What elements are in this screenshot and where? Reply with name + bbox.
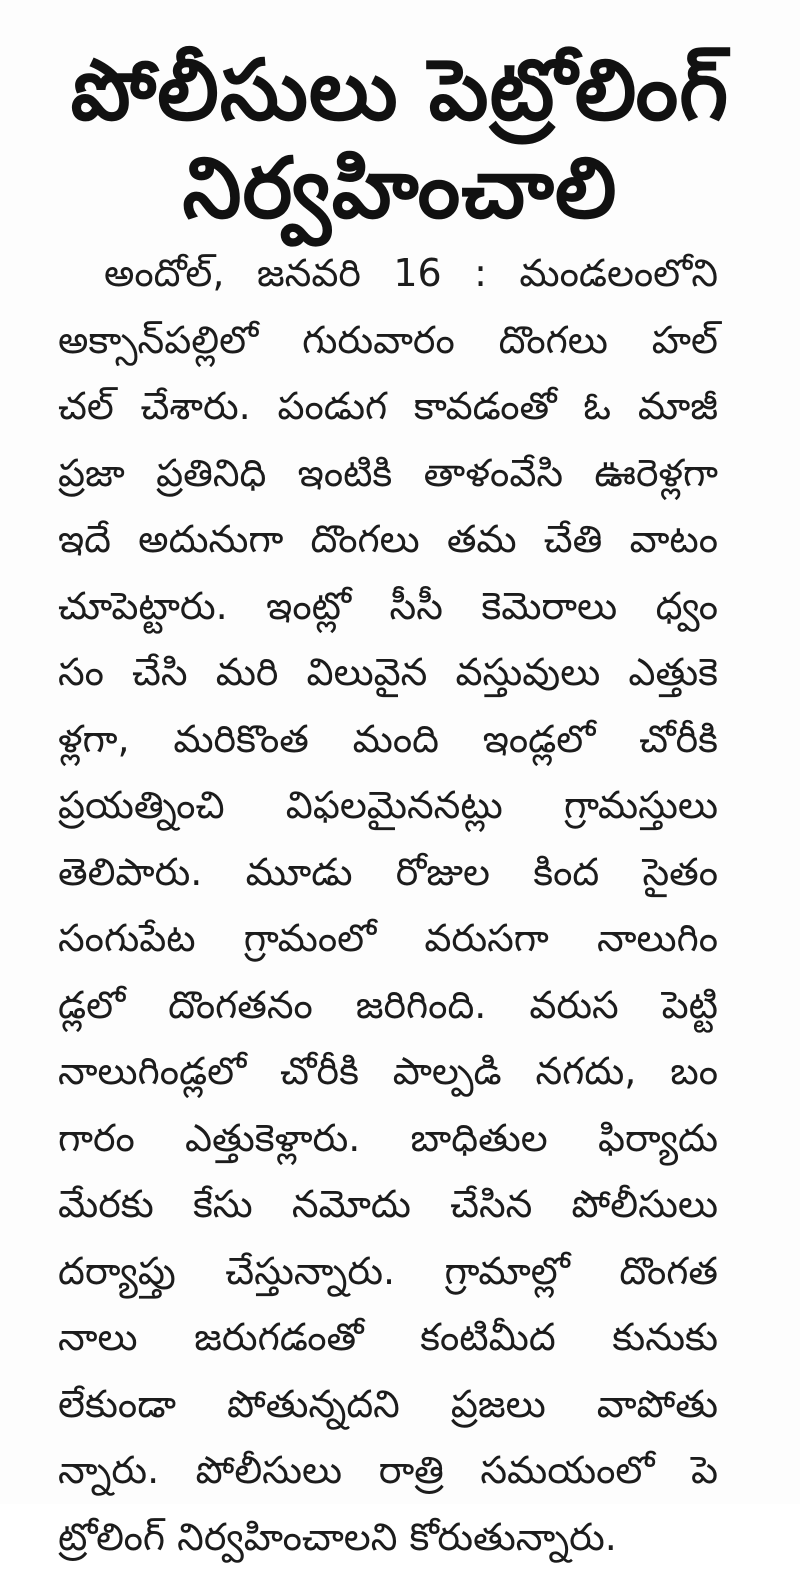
- body-line: ప్రజా ప్రతినిధి ఇంటికి తాళంవేసి ఊరెళ్లగా: [58, 440, 718, 507]
- body-line: డ్లలో దొంగతనం జరిగింది. వరుస పెట్టి: [58, 972, 718, 1039]
- headline-line: పోలీసులు పెట్రోలింగ్: [30, 41, 770, 139]
- body-line: నాలుగిండ్లలో చోరీకి పాల్పడి నగదు, బం: [58, 1038, 718, 1105]
- headline-line: నిర్వహించాలి: [30, 139, 770, 237]
- body-line: ళ్లగా, మరికొంత మంది ఇండ్లలో చోరీకి: [58, 706, 718, 773]
- body-line: ఇదే అదునుగా దొంగలు తమ చేతి వాటం: [58, 506, 718, 573]
- body-line: సం చేసి మరి విలువైన వస్తువులు ఎత్తుకె: [58, 639, 718, 706]
- article-body: [58, 240, 718, 1570]
- body-line: గారం ఎత్తుకెళ్లారు. బాధితుల ఫిర్యాదు: [58, 1105, 718, 1172]
- body-line: ప్రయత్నించి విఫలమైననట్లు గ్రామస్తులు: [58, 772, 718, 839]
- body-line: తెలిపారు. మూడు రోజుల కింద సైతం: [58, 839, 718, 906]
- body-line: అందోల్, జనవరి 16 : మండలంలోని: [58, 240, 718, 307]
- body-line: చల్ చేశారు. పండుగ కావడంతో ఓ మాజీ: [58, 373, 718, 440]
- body-line: ట్రోలింగ్ నిర్వహించాలని కోరుతున్నారు.: [58, 1504, 718, 1570]
- body-line: లేకుండా పోతున్నదని ప్రజలు వాపోతు: [58, 1371, 718, 1438]
- body-line: చూపెట్టారు. ఇంట్లో సీసీ కెమెరాలు ధ్వం: [58, 573, 718, 640]
- body-line: అక్సాన్‌పల్లిలో గురువారం దొంగలు హల్: [58, 307, 718, 374]
- body-line: దర్యాప్తు చేస్తున్నారు. గ్రామాల్లో దొంగత: [58, 1238, 718, 1305]
- headline: [30, 41, 770, 237]
- body-line: నాలు జరుగడంతో కంటిమీద కునుకు: [58, 1304, 718, 1371]
- body-line: సంగుపేట గ్రామంలో వరుసగా నాలుగిం: [58, 905, 718, 972]
- body-line: న్నారు. పోలీసులు రాత్రి సమయంలో పె: [58, 1437, 718, 1504]
- body-line: మేరకు కేసు నమోదు చేసిన పోలీసులు: [58, 1171, 718, 1238]
